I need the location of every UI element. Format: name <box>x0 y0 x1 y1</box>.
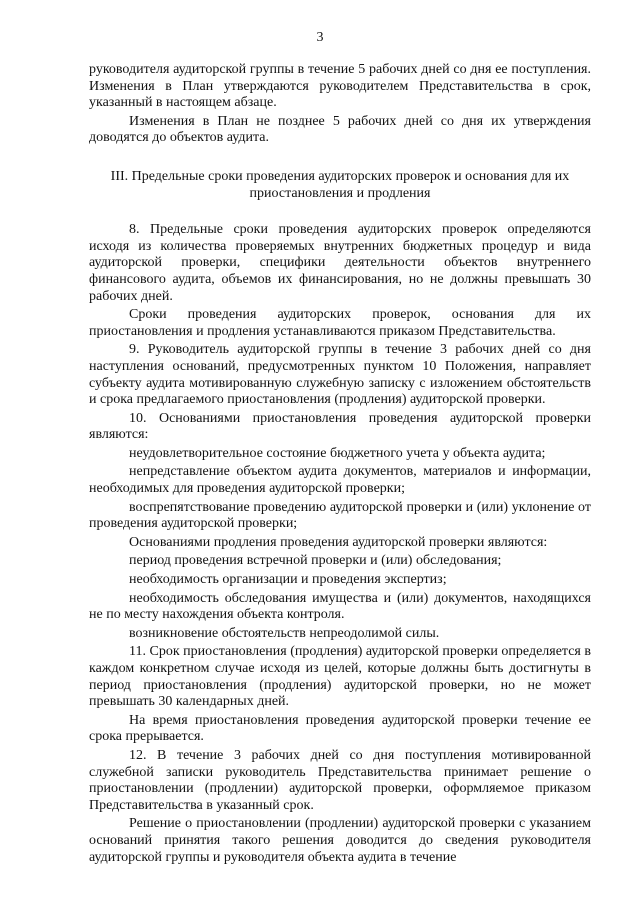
paragraph-extension-grounds: Основаниями продления проведения аудиторской проверки являются: <box>129 534 548 550</box>
list-item-property-survey: необходимость обследования имущества и (или) документов, находящихся не по месту нахождения объекта контроля. <box>89 590 591 623</box>
list-item-counter-check: период проведения встречной проверки и (или) обследования; <box>129 553 502 569</box>
page-number: 3 <box>316 30 324 45</box>
document-body <box>89 62 591 868</box>
list-item-nonsubmission: непредставление объектом аудита документов, материалов и информации, необходимых для проведения аудиторской проверки; <box>89 464 591 497</box>
paragraph-continuation: руководителя аудиторской группы в течение 5 рабочих дней со дня ее поступления. Изменения в План утверждаются руководителем Представительства в срок, указанный в настоящем абзаце. <box>89 62 591 111</box>
list-item-expertise: необходимость организации и проведения экспертиз; <box>129 572 447 588</box>
paragraph-item-8: 8. Предельные сроки проведения аудиторских проверок определяются исходя из количества проверяемых внутренних бюджетных процедур и вида аудиторской проверки, специфики деятельности объектов внутреннего финансового аудита, объемов их финансирования, но не должны превышать 30 рабочих дней. <box>89 222 591 304</box>
paragraph-item-12: 12. В течение 3 рабочих дней со дня поступления мотивированной служебной записки руководитель Представительства принимает решение о приостановлении (продлении) аудиторской проверки, оформляемое приказом Представительства в указанный срок. <box>89 747 591 813</box>
paragraph-decision: Решение о приостановлении (продлении) аудиторской проверки с указанием оснований принятия такого решения доводится до сведения руководителя аудиторской группы и руководителя объекта аудита в течение <box>89 816 591 865</box>
paragraph-term-interrupted: На время приостановления проведения аудиторской проверки течение ее срока прерывается. <box>89 712 591 745</box>
list-item-obstruction: воспрепятствование проведению аудиторской проверки и (или) уклонение от проведения аудиторской проверки; <box>89 499 591 532</box>
paragraph-plan-changes: Изменения в План не позднее 5 рабочих дней со дня их утверждения доводятся до объектов аудита. <box>89 113 591 146</box>
section-heading-iii: III. Предельные сроки проведения аудиторских проверок и основания для их приостановления и продления <box>110 168 570 201</box>
list-item-force-majeure: возникновение обстоятельств непреодолимой силы. <box>129 625 440 641</box>
paragraph-item-11: 11. Срок приостановления (продления) аудиторской проверки определяется в каждом конкретном случае исходя из целей, которые должны быть достигнуты в период приостановления (продления) аудиторской проверки, но не может превышать 30 календарных дней. <box>89 644 591 710</box>
paragraph-item-9: 9. Руководитель аудиторской группы в течение 3 рабочих дней со дня наступления оснований, предусмотренных пунктом 10 Положения, направляет субъекту аудита мотивированную служебную записку с изложением обстоятельств и срока предлагаемого приостановления (продления) аудиторской проверки. <box>89 342 591 408</box>
paragraph-audit-terms: Сроки проведения аудиторских проверок, основания для их приостановления и продления устанавливаются приказом Представительства. <box>89 307 591 339</box>
paragraph-item-10: 10. Основаниями приостановления проведения аудиторской проверки являются: <box>89 410 591 443</box>
list-item-accounting-state: неудовлетворительное состояние бюджетного учета у объекта аудита; <box>129 445 546 461</box>
